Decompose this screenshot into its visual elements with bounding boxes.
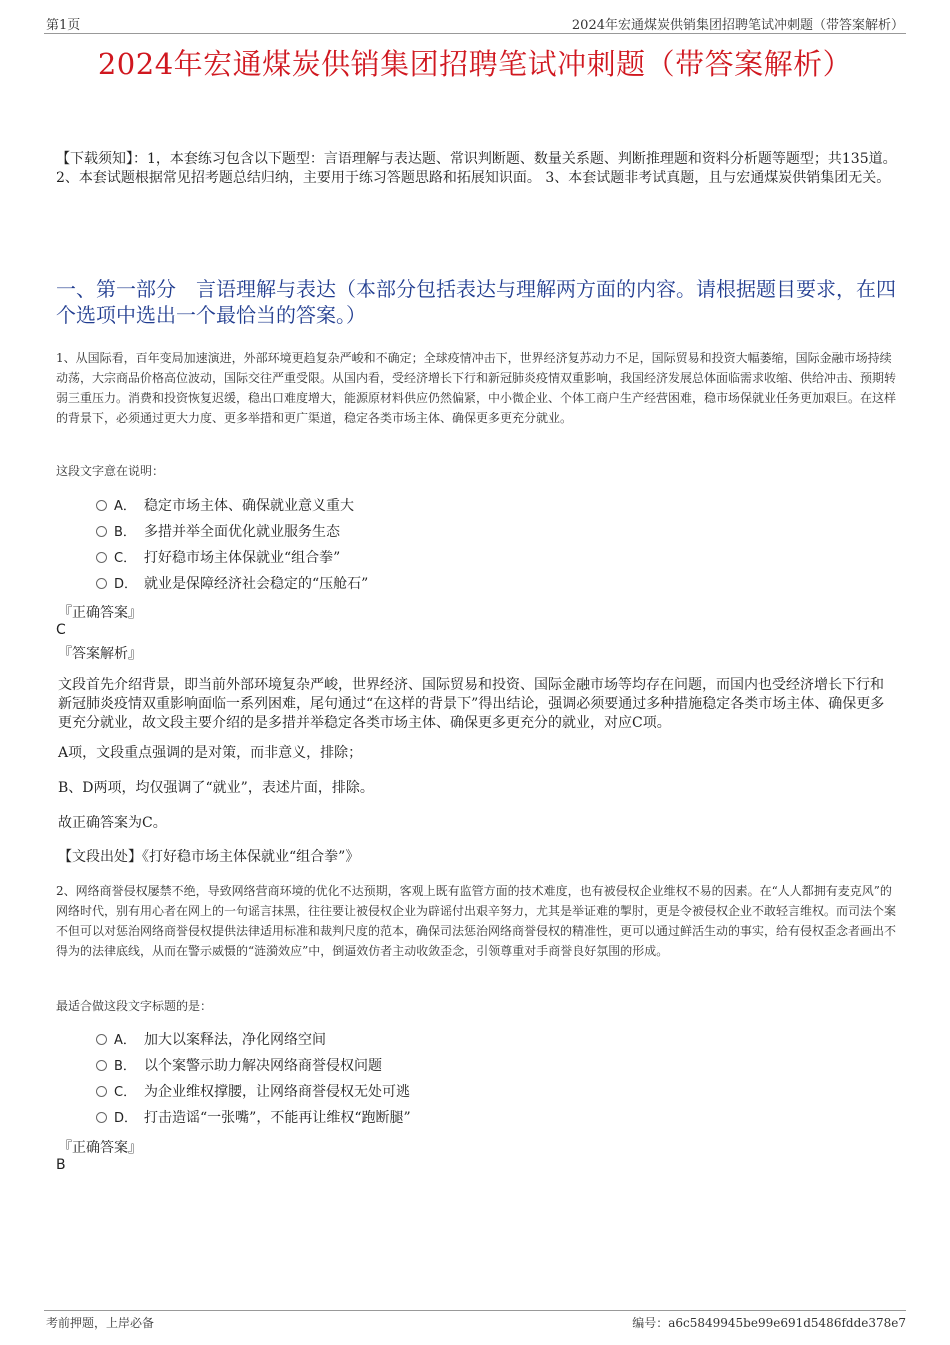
radio-icon[interactable] [96,552,107,563]
option-text: 以个案警示助力解决网络商誉侵权问题 [144,1058,382,1074]
footer-doc-id: 编号：a6c5849945be99e691d5486fdde378e7 [632,1316,906,1330]
option-letter: D． [114,577,138,592]
option-letter: D． [114,1111,138,1126]
question-1-answer: C [56,622,66,638]
option-text: 打好稳市场主体保就业“组合拳” [144,550,341,566]
footer-divider [44,1310,906,1311]
option-letter: B． [114,525,136,540]
question-1-passage: 1、从国际看，百年变局加速演进，外部环境更趋复杂严峻和不确定；全球疫情冲击下，世界经济复苏动力不足，国际贸易和投资大幅萎缩，国际金融市场持续动荡，大宗商品价格高位波动，国际交往严重受限。从国内看，受经济增长下行和新冠肺炎疫情双重影响，我国经济发展总体面临需求收缩、供给冲击、预期转弱三重压力。消费和投资恢复迟缓，稳出口难度增大，能源原材料供应仍然偏紧，中小微企业、个体工商户生产经营困难，稳市场保就业任务更加艰巨。在这样的背景下，必须通过更大力度、更多举措和更广渠道，稳定各类市场主体、确保更多更充分就业。 [56,351,897,425]
question-2-option-d[interactable] [96,1109,411,1128]
option-text: 打击造谣“一张嘴”，不能再让维权“跑断腿” [144,1110,411,1126]
header-divider [44,33,906,34]
option-text: 为企业维权撑腰，让网络商誉侵权无处可逃 [144,1084,410,1100]
option-letter: B． [114,1059,136,1074]
footer-slogan: 考前押题，上岸必备 [46,1316,155,1330]
radio-icon[interactable] [96,1086,107,1097]
question-1-option-d[interactable] [96,575,368,594]
question-1-prompt: 这段文字意在说明： [56,464,165,478]
section-heading: 一、第一部分 言语理解与表达（本部分包括表达与理解两方面的内容。请根据题目要求，在四个选项中选出一个最恰当的答案。） [56,277,896,327]
question-1-analysis: 文段首先介绍背景，即当前外部环境复杂严峻，世界经济、国际贸易和投资、国际金融市场等均存在问题，而国内也受经济增长下行和新冠肺炎疫情双重影响面临一系列困难，尾句通过“在这样的背景下”得出结论，强调必须要通过多种措施稳定各类市场主体、确保更多更充分就业，故文段主要介绍的是多措并举稳定各类市场主体、确保更多更充分的就业，对应C项。 [58,677,885,731]
option-letter: A． [114,1033,136,1048]
question-1-analysis-label: 『答案解析』 [58,646,142,662]
option-text: 就业是保障经济社会稳定的“压舱石” [144,576,369,592]
radio-icon[interactable] [96,1112,107,1123]
running-header-title: 2024年宏通煤炭供销集团招聘笔试冲刺题（带答案解析） [571,18,904,33]
question-1-option-a[interactable] [96,497,354,516]
radio-icon[interactable] [96,578,107,589]
option-letter: C． [114,1085,137,1100]
option-letter: A． [114,499,136,514]
question-2-passage: 2、网络商誉侵权屡禁不绝，导致网络营商环境的优化不达预期，客观上既有监管方面的技术难度，也有被侵权企业维权不易的因素。在“人人都拥有麦克风”的网络时代，别有用心者在网上的一句谣言抹黑，往往要让被侵权企业为辟谣付出艰辛努力，尤其是举证难的掣肘，更是令被侵权企业不敢轻言维权。而司法个案不但可以对惩治网络商誉侵权提供法律适用标准和裁判尺度的范本，确保司法惩治网络商誉侵权的精准性，更可以通过鲜活生动的事实，给有侵权歪念者画出不得为的法律底线，从而在警示威慑的“涟漪效应”中，倒逼效仿者主动收敛歪念，引领尊重对手商誉良好氛围的形成。 [56,884,897,958]
question-1-option-b[interactable] [96,523,340,542]
question-1-option-c[interactable] [96,549,340,568]
question-1-source: 【文段出处】《打好稳市场主体保就业“组合拳”》 [58,849,360,865]
option-text: 稳定市场主体、确保就业意义重大 [144,498,354,514]
question-2-option-b[interactable] [96,1057,382,1076]
question-1-analysis-option-a: A项，文段重点强调的是对策，而非意义，排除； [58,745,363,761]
radio-icon[interactable] [96,1034,107,1045]
question-2-prompt: 最适合做这段文字标题的是： [56,999,213,1013]
download-notice: 【下载须知】：1，本套练习包含以下题型：言语理解与表达题、常识判断题、数量关系题、判断推理题和资料分析题等题型；共135道。 2、本套试题根据常见招考题总结归纳，主要用于练习答题思路和拓展知识面。 3、本套试题非考试真题，且与宏通煤炭供销集团无关。 [56,151,897,186]
question-2-option-a[interactable] [96,1031,326,1050]
question-1-conclusion: 故正确答案为C。 [58,815,167,831]
radio-icon[interactable] [96,526,107,537]
question-2-answer: B [56,1157,66,1173]
question-1-analysis-option-bd: B、D两项，均仅强调了“就业”，表述片面，排除。 [58,780,374,796]
radio-icon[interactable] [96,500,107,511]
radio-icon[interactable] [96,1060,107,1071]
option-text: 加大以案释法，净化网络空间 [144,1032,326,1048]
option-text: 多措并举全面优化就业服务生态 [144,524,340,540]
question-2-answer-label: 『正确答案』 [58,1140,142,1156]
document-title: 2024年宏通煤炭供销集团招聘笔试冲刺题（带答案解析） [97,47,853,81]
question-1-answer-label: 『正确答案』 [58,605,142,621]
option-letter: C． [114,551,137,566]
page-number: 第1页 [46,18,81,33]
question-2-option-c[interactable] [96,1083,410,1102]
